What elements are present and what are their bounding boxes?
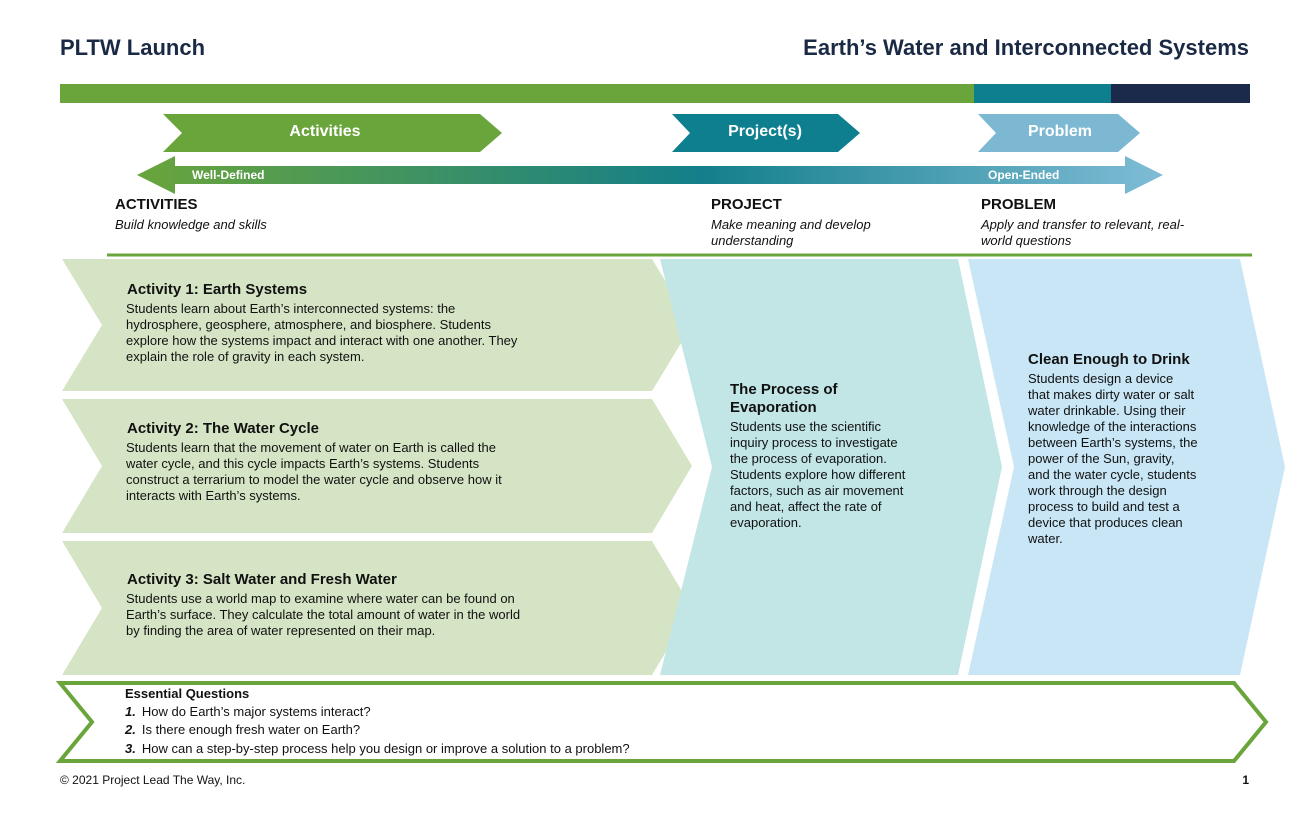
essential-question-item — [125, 704, 371, 720]
problem-description — [1028, 371, 1198, 547]
project-heading: PROJECT — [711, 196, 782, 213]
activity-3-line: Earth’s surface. They calculate the total amount of water in the world — [126, 607, 521, 622]
problem-line: water drinkable. Using their — [1028, 403, 1186, 418]
problem-subheading-line: world questions — [981, 233, 1072, 248]
question-number: 2. — [125, 722, 136, 737]
activity-1-line: Students learn about Earth’s interconnected systems: the — [126, 301, 456, 316]
activity-2-description — [126, 440, 502, 504]
problem-heading: PROBLEM — [981, 196, 1056, 213]
project-description — [730, 419, 905, 531]
problem-line: power of the Sun, gravity, — [1028, 451, 1175, 466]
project-line: evaporation. — [730, 515, 802, 530]
activity-3-title: Activity 3: Salt Water and Fresh Water — [127, 571, 397, 588]
activity-1-line: explore how the systems impact and interact with one another. They — [126, 333, 518, 348]
activities-chevron-label: Activities — [289, 123, 361, 140]
project-title-line: Evaporation — [730, 399, 817, 416]
essential-question-item — [125, 741, 630, 757]
activity-2-line: Students learn that the movement of water on Earth is called the — [126, 440, 496, 455]
project-line: Students explore how different — [730, 467, 906, 482]
activity-1-title: Activity 1: Earth Systems — [127, 281, 308, 298]
essential-questions-title: Essential Questions — [125, 686, 250, 701]
problem-line: water. — [1028, 531, 1063, 546]
page-number: 1 — [1242, 773, 1249, 787]
problem-subheading — [981, 217, 1184, 249]
problem-line: Students design a device — [1028, 371, 1174, 386]
unit-title: Earth’s Water and Interconnected Systems — [803, 35, 1249, 60]
project-line: the process of evaporation. — [730, 451, 887, 466]
problem-chevron-label: Problem — [1027, 123, 1092, 140]
activity-3-description — [126, 591, 520, 639]
projects-chevron-label: Project(s) — [728, 123, 802, 140]
problem-subheading-line: Apply and transfer to relevant, real- — [981, 217, 1185, 232]
project-line: factors, such as air movement — [730, 483, 904, 498]
project-line: inquiry process to investigate — [730, 435, 898, 450]
problem-line: work through the design — [1028, 483, 1167, 498]
essential-question-item — [125, 722, 360, 738]
project-line: Students use the scientific — [730, 419, 882, 434]
project-subheading — [711, 217, 871, 249]
brand-title: PLTW Launch — [60, 35, 206, 60]
activity-3-line: Students use a world map to examine where water can be found on — [126, 591, 515, 606]
question-number: 3. — [125, 741, 136, 756]
open-ended-label: Open-Ended — [988, 168, 1060, 182]
question-text: How can a step-by-step process help you design or improve a solution to a problem? — [141, 741, 630, 756]
activity-2-title: Activity 2: The Water Cycle — [127, 420, 320, 437]
question-text: Is there enough fresh water on Earth? — [141, 722, 361, 737]
activity-2-line: construct a terrarium to model the water cycle and observe how it — [126, 472, 502, 487]
project-subheading-line: understanding — [711, 233, 794, 248]
activity-3-line: by finding the area of water represented on their map. — [126, 623, 436, 638]
copyright: © 2021 Project Lead The Way, Inc. — [60, 773, 246, 787]
problem-title: Clean Enough to Drink — [1028, 351, 1190, 368]
activities-heading: ACTIVITIES — [115, 196, 198, 213]
question-number: 1. — [125, 704, 136, 719]
problem-line: and the water cycle, students — [1028, 467, 1197, 482]
project-title — [730, 381, 838, 417]
activities-subheading: Build knowledge and skills — [115, 217, 267, 232]
activity-1-description — [126, 301, 517, 365]
problem-line: knowledge of the interactions — [1028, 419, 1197, 434]
activity-1-line: hydrosphere, geosphere, atmosphere, and biosphere. Students — [126, 317, 491, 332]
project-line: and heat, affect the rate of — [730, 499, 882, 514]
activity-1-line: explain the role of gravity in each system. — [126, 349, 365, 364]
project-subheading-line: Make meaning and develop — [711, 217, 871, 232]
activity-2-line: water cycle, and this cycle impacts Earth’s systems. Students — [126, 456, 480, 471]
well-defined-label: Well-Defined — [192, 168, 265, 182]
question-text: How do Earth’s major systems interact? — [141, 704, 371, 719]
problem-line: process to build and test a — [1028, 499, 1180, 514]
problem-line: between Earth’s systems, the — [1028, 435, 1198, 450]
project-title-line: The Process of — [730, 381, 838, 398]
problem-line: device that produces clean — [1028, 515, 1183, 530]
problem-line: that makes dirty water or salt — [1028, 387, 1195, 402]
activity-2-line: interacts with Earth’s systems. — [126, 488, 301, 503]
